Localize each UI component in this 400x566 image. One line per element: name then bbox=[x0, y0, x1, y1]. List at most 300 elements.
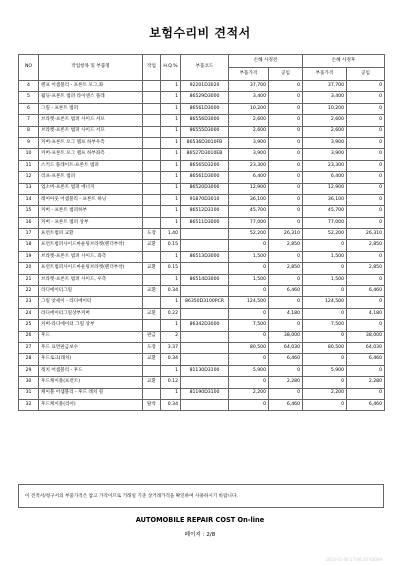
cell-after-part-price: 12,900 bbox=[303, 183, 347, 194]
cell-before-labor: 0 bbox=[269, 274, 303, 285]
cell-part-code bbox=[181, 331, 229, 342]
cell-before-labor: 0 bbox=[269, 103, 303, 114]
cell-part-name: 그릴 앗세이 - 라디에이터 bbox=[39, 297, 143, 308]
cell-work bbox=[143, 103, 161, 114]
cell-part-name: 스키드 플레이트-프론트 범퍼 bbox=[39, 160, 143, 171]
cell-part-code: 86342D3000 bbox=[181, 320, 229, 331]
cell-after-labor: 2,280 bbox=[347, 377, 385, 388]
cell-after-labor: 6,460 bbox=[347, 399, 385, 410]
cell-part-name: 후드 bbox=[39, 331, 143, 342]
cell-after-part-price: 5,900 bbox=[303, 365, 347, 376]
cell-before-part-price: 7,500 bbox=[229, 320, 269, 331]
cell-part-code: 86520D3000 bbox=[181, 183, 229, 194]
cell-after-labor: 0 bbox=[347, 172, 385, 183]
cell-after-labor: 0 bbox=[347, 81, 385, 92]
cell-work: 교환 bbox=[143, 377, 161, 388]
cell-part-code: 81130D3100 bbox=[181, 365, 229, 376]
header-row-1 bbox=[19, 55, 385, 68]
cell-before-part-price: 6,400 bbox=[229, 172, 269, 183]
header-work: 작업 bbox=[143, 55, 161, 81]
table-row bbox=[19, 399, 385, 410]
cell-no: 9 bbox=[19, 137, 39, 148]
cell-part-name: 프런트범퍼 교환 bbox=[39, 229, 143, 240]
cell-hqty: 2 bbox=[161, 331, 181, 342]
cell-before-part-price: 0 bbox=[229, 331, 269, 342]
table-row bbox=[19, 354, 385, 365]
table-row bbox=[19, 183, 385, 194]
cell-hqty: 1 bbox=[161, 297, 181, 308]
cell-before-labor: 6,460 bbox=[269, 286, 303, 297]
cell-hqty: 1 bbox=[161, 388, 181, 399]
cell-before-labor: 0 bbox=[269, 137, 303, 148]
cell-work: 교환 bbox=[143, 354, 161, 365]
cell-before-labor: 0 bbox=[269, 92, 303, 103]
cell-after-labor: 0 bbox=[347, 217, 385, 228]
cell-after-labor: 0 bbox=[347, 297, 385, 308]
cell-after-labor: 0 bbox=[347, 183, 385, 194]
cell-work: 교환 bbox=[143, 286, 161, 297]
cell-part-name: 후드로크(래치) bbox=[39, 354, 143, 365]
cell-no: 21 bbox=[19, 274, 39, 285]
cell-part-name: 라디에이터그릴상부커버 bbox=[39, 308, 143, 319]
cell-before-labor: 0 bbox=[269, 160, 303, 171]
cell-work bbox=[143, 81, 161, 92]
cell-part-name: 커버 - 프론트 범퍼하부 bbox=[39, 206, 143, 217]
cell-before-part-price: 1,500 bbox=[229, 274, 269, 285]
cell-part-name: 업소버-프론트 범퍼 에너지 bbox=[39, 183, 143, 194]
cell-no: 23 bbox=[19, 297, 39, 308]
cell-no: 12 bbox=[19, 172, 39, 183]
cell-work bbox=[143, 194, 161, 205]
cell-after-part-price: 80,500 bbox=[303, 342, 347, 353]
cell-after-part-price: 0 bbox=[303, 331, 347, 342]
cell-before-part-price: 1,500 bbox=[229, 251, 269, 262]
cell-part-name: 후드케이블(프런트) bbox=[39, 377, 143, 388]
cell-part-code: 86513D3000 bbox=[181, 251, 229, 262]
cell-no: 32 bbox=[19, 399, 39, 410]
cell-no: 14 bbox=[19, 194, 39, 205]
table-row bbox=[19, 320, 385, 331]
cell-after-labor: 0 bbox=[347, 149, 385, 160]
cell-after-labor: 4,180 bbox=[347, 308, 385, 319]
cell-hqty: 1 bbox=[161, 172, 181, 183]
table-row bbox=[19, 365, 385, 376]
table-row bbox=[19, 286, 385, 297]
cell-work: 판금 bbox=[143, 331, 161, 342]
cell-part-code bbox=[181, 286, 229, 297]
cell-no: 20 bbox=[19, 263, 39, 274]
cell-before-part-price: 0 bbox=[229, 399, 269, 410]
cell-hqty: 1 bbox=[161, 365, 181, 376]
cell-hqty: 1 bbox=[161, 160, 181, 171]
cell-before-part-price: 0 bbox=[229, 263, 269, 274]
cell-before-labor: 0 bbox=[269, 115, 303, 126]
cell-part-name: 후드 표면판금보수 bbox=[39, 342, 143, 353]
cell-before-labor: 0 bbox=[269, 194, 303, 205]
table-row bbox=[19, 172, 385, 183]
cell-after-part-price: 6,400 bbox=[303, 172, 347, 183]
cell-after-labor: 0 bbox=[347, 103, 385, 114]
cell-before-labor: 38,000 bbox=[269, 331, 303, 342]
cell-hqty: 0.15 bbox=[161, 240, 181, 251]
cell-no: 22 bbox=[19, 286, 39, 297]
table-row bbox=[19, 229, 385, 240]
table-row bbox=[19, 137, 385, 148]
cell-no: 4 bbox=[19, 81, 39, 92]
header-after-labor: 공임 bbox=[347, 68, 385, 81]
cell-after-part-price: 52,200 bbox=[303, 229, 347, 240]
cell-no: 13 bbox=[19, 183, 39, 194]
cell-part-code bbox=[181, 342, 229, 353]
cell-after-labor: 0 bbox=[347, 388, 385, 399]
table-row bbox=[19, 263, 385, 274]
cell-after-part-price: 77,000 bbox=[303, 217, 347, 228]
cell-after-labor: 0 bbox=[347, 320, 385, 331]
cell-part-name: 커버-라디에이터 그릴 상부 bbox=[39, 320, 143, 331]
cell-work bbox=[143, 274, 161, 285]
cell-after-labor: 0 bbox=[347, 251, 385, 262]
table-row bbox=[19, 149, 385, 160]
cell-after-labor: 0 bbox=[347, 274, 385, 285]
cell-before-labor: 0 bbox=[269, 81, 303, 92]
cell-after-part-price: 0 bbox=[303, 399, 347, 410]
cell-part-code: 86514D3000 bbox=[181, 274, 229, 285]
cell-part-code bbox=[181, 240, 229, 251]
cell-work: 탈착 bbox=[143, 399, 161, 410]
cell-after-labor: 0 bbox=[347, 115, 385, 126]
cell-after-labor: 6,460 bbox=[347, 286, 385, 297]
table-row bbox=[19, 240, 385, 251]
table-row bbox=[19, 377, 385, 388]
table-row bbox=[19, 331, 385, 342]
cell-part-code: 81190D3100 bbox=[181, 388, 229, 399]
cell-part-name: 프런트범퍼사이드마운팅브라켓(펜더부착) bbox=[39, 240, 143, 251]
cell-before-part-price: 52,200 bbox=[229, 229, 269, 240]
table-row bbox=[19, 103, 385, 114]
cell-after-part-price: 0 bbox=[303, 354, 347, 365]
cell-part-code: 86527D3010EB bbox=[181, 149, 229, 160]
cell-work bbox=[143, 320, 161, 331]
cell-part-name: 프런트범퍼사이드마운팅브라켓(펜더부착) bbox=[39, 263, 143, 274]
header-hqty: H.Q.% bbox=[161, 55, 181, 81]
cell-part-name: 브라켓-프론트 범퍼 사이드 서포 bbox=[39, 126, 143, 137]
cell-part-name: 커버-프론트 포그 램프 하부좌측 bbox=[39, 149, 143, 160]
header-no: NO bbox=[19, 55, 39, 81]
cell-after-labor: 0 bbox=[347, 92, 385, 103]
cell-part-code: 86511D3000 bbox=[181, 217, 229, 228]
cell-before-labor: 0 bbox=[269, 251, 303, 262]
table-row bbox=[19, 297, 385, 308]
cell-work bbox=[143, 172, 161, 183]
cell-after-part-price: 36,100 bbox=[303, 194, 347, 205]
header-after-adjust: 손해 사정후 bbox=[303, 55, 385, 68]
cell-before-labor: 0 bbox=[269, 297, 303, 308]
cell-part-code: 86565D3200 bbox=[181, 160, 229, 171]
header-part-code: 부품코드 bbox=[181, 55, 229, 81]
cell-hqty: 1 bbox=[161, 206, 181, 217]
cell-part-code bbox=[181, 308, 229, 319]
cell-work bbox=[143, 92, 161, 103]
table-row bbox=[19, 308, 385, 319]
cell-no: 26 bbox=[19, 331, 39, 342]
cell-part-code: 86512D3100 bbox=[181, 206, 229, 217]
cell-before-part-price: 0 bbox=[229, 308, 269, 319]
cell-part-code: 92201D3020 bbox=[181, 81, 229, 92]
cell-work bbox=[143, 388, 161, 399]
cell-work: 교환 bbox=[143, 263, 161, 274]
cell-part-code: 91870D3010 bbox=[181, 194, 229, 205]
cell-hqty: 1 bbox=[161, 217, 181, 228]
cell-after-part-price: 0 bbox=[303, 308, 347, 319]
cell-after-part-price: 3,900 bbox=[303, 149, 347, 160]
cell-part-code: 86529D3000 bbox=[181, 92, 229, 103]
cell-after-part-price: 1,500 bbox=[303, 274, 347, 285]
cell-hqty: 1.40 bbox=[161, 229, 181, 240]
cell-before-part-price: 5,900 bbox=[229, 365, 269, 376]
cell-part-name: 브라켓-프론트 범퍼 사이드, 좌측 bbox=[39, 251, 143, 262]
cell-work bbox=[143, 217, 161, 228]
cell-before-labor: 0 bbox=[269, 388, 303, 399]
cell-before-labor: 0 bbox=[269, 126, 303, 137]
cell-no: 16 bbox=[19, 217, 39, 228]
cell-work bbox=[143, 206, 161, 217]
cell-after-part-price: 0 bbox=[303, 377, 347, 388]
cell-before-labor: 6,460 bbox=[269, 399, 303, 410]
cell-part-name: 랜프 어셈블리 - 프론트 포그,좌 bbox=[39, 81, 143, 92]
price-note: 이 견적서/청구서의 부품가격은 참고 가격이므로 거래일 기준 상거래가격을 확인하여 사용하시기 바랍니다. bbox=[18, 484, 384, 508]
table-row bbox=[19, 251, 385, 262]
cell-hqty: 0.34 bbox=[161, 399, 181, 410]
table-row bbox=[19, 206, 385, 217]
cell-after-part-price: 3,400 bbox=[303, 92, 347, 103]
cell-hqty: 1 bbox=[161, 320, 181, 331]
cell-hqty: 1 bbox=[161, 251, 181, 262]
cell-after-part-price: 45,700 bbox=[303, 206, 347, 217]
cell-part-name: 라디에이터그릴 bbox=[39, 286, 143, 297]
cell-no: 5 bbox=[19, 92, 39, 103]
cell-part-code: 86561D3000 bbox=[181, 103, 229, 114]
cell-work bbox=[143, 183, 161, 194]
cell-after-part-price: 0 bbox=[303, 240, 347, 251]
cell-after-labor: 26,310 bbox=[347, 229, 385, 240]
cell-hqty: 1 bbox=[161, 92, 181, 103]
header-before-labor: 공임 bbox=[269, 68, 303, 81]
cell-hqty: 3.37 bbox=[161, 342, 181, 353]
cell-hqty: 0.34 bbox=[161, 354, 181, 365]
cell-hqty: 1 bbox=[161, 103, 181, 114]
table-row bbox=[19, 92, 385, 103]
cell-work bbox=[143, 297, 161, 308]
cell-part-name: 케이블 어셈블리 - 후드 래치 릴 bbox=[39, 388, 143, 399]
cell-no: 11 bbox=[19, 160, 39, 171]
cell-part-name: 리프-프론트 범퍼 bbox=[39, 172, 143, 183]
cell-work: 교환 bbox=[143, 308, 161, 319]
cell-before-labor: 0 bbox=[269, 183, 303, 194]
cell-before-labor: 26,310 bbox=[269, 229, 303, 240]
cell-hqty: 0.12 bbox=[161, 377, 181, 388]
cell-after-labor: 0 bbox=[347, 160, 385, 171]
cell-before-part-price: 80,500 bbox=[229, 342, 269, 353]
cell-hqty: 1 bbox=[161, 149, 181, 160]
cell-after-labor: 0 bbox=[347, 194, 385, 205]
cell-work bbox=[143, 126, 161, 137]
cell-part-code: 86556D3000 bbox=[181, 115, 229, 126]
cell-part-name: 브라켓-프론트 범퍼 사이드, 우측 bbox=[39, 274, 143, 285]
estimate-rows bbox=[19, 81, 385, 411]
table-row bbox=[19, 126, 385, 137]
table-row bbox=[19, 217, 385, 228]
cell-before-part-price: 12,900 bbox=[229, 183, 269, 194]
cell-after-labor: 0 bbox=[347, 365, 385, 376]
cell-work bbox=[143, 160, 161, 171]
cell-no: 27 bbox=[19, 342, 39, 353]
print-timestamp: 2023-01-06 17:06:10 K0099 bbox=[325, 557, 382, 562]
cell-no: 10 bbox=[19, 149, 39, 160]
cell-after-part-price: 2,600 bbox=[303, 126, 347, 137]
cell-part-code: 86350D3100PCR bbox=[181, 297, 229, 308]
cell-work: 교환 bbox=[143, 240, 161, 251]
cell-before-labor: 64,030 bbox=[269, 342, 303, 353]
cell-before-part-price: 2,200 bbox=[229, 388, 269, 399]
cell-after-part-price: 7,500 bbox=[303, 320, 347, 331]
cell-before-labor: 6,460 bbox=[269, 354, 303, 365]
cell-work bbox=[143, 251, 161, 262]
cell-after-part-price: 3,900 bbox=[303, 137, 347, 148]
cell-part-code bbox=[181, 377, 229, 388]
cell-part-name: 커버 - 프론트 범퍼 상부 bbox=[39, 217, 143, 228]
cell-hqty: 1 bbox=[161, 194, 181, 205]
footer-title: AUTOMOBILE REPAIR COST On-line bbox=[135, 516, 265, 524]
cell-before-part-price: 2,600 bbox=[229, 115, 269, 126]
cell-part-code bbox=[181, 263, 229, 274]
cell-before-labor: 0 bbox=[269, 365, 303, 376]
cell-after-labor: 38,000 bbox=[347, 331, 385, 342]
cell-no: 8 bbox=[19, 126, 39, 137]
table-row bbox=[19, 342, 385, 353]
cell-before-part-price: 0 bbox=[229, 377, 269, 388]
cell-before-labor: 0 bbox=[269, 206, 303, 217]
cell-no: 17 bbox=[19, 229, 39, 240]
cell-work bbox=[143, 149, 161, 160]
cell-hqty: 1 bbox=[161, 115, 181, 126]
cell-no: 31 bbox=[19, 388, 39, 399]
cell-hqty: 0.15 bbox=[161, 263, 181, 274]
cell-no: 29 bbox=[19, 365, 39, 376]
cell-hqty: 1 bbox=[161, 183, 181, 194]
cell-no: 6 bbox=[19, 103, 39, 114]
cell-part-code bbox=[181, 229, 229, 240]
header-after-part-price: 부품가격 bbox=[303, 68, 347, 81]
cell-before-labor: 4,180 bbox=[269, 308, 303, 319]
header-work-part: 작업항목 및 부품명 bbox=[39, 55, 143, 81]
cell-no: 18 bbox=[19, 240, 39, 251]
cell-no: 15 bbox=[19, 206, 39, 217]
cell-hqty: 1 bbox=[161, 126, 181, 137]
cell-work bbox=[143, 115, 161, 126]
cell-part-code: 86536D3010FB bbox=[181, 137, 229, 148]
cell-after-labor: 64,030 bbox=[347, 342, 385, 353]
cell-part-name: 커버-프론트 포그 램프 하부우측 bbox=[39, 137, 143, 148]
cell-before-labor: 0 bbox=[269, 149, 303, 160]
table-row bbox=[19, 194, 385, 205]
cell-before-labor: 2,280 bbox=[269, 377, 303, 388]
cell-hqty: 1 bbox=[161, 274, 181, 285]
cell-before-part-price: 10,200 bbox=[229, 103, 269, 114]
cell-after-labor: 0 bbox=[347, 126, 385, 137]
page-number: 페이지 : 2/8 bbox=[184, 532, 216, 538]
estimate-table bbox=[18, 54, 385, 411]
cell-no: 24 bbox=[19, 308, 39, 319]
cell-before-part-price: 3,900 bbox=[229, 149, 269, 160]
cell-before-labor: 0 bbox=[269, 320, 303, 331]
cell-after-part-price: 23,300 bbox=[303, 160, 347, 171]
cell-after-labor: 6,460 bbox=[347, 354, 385, 365]
cell-hqty: 1 bbox=[161, 137, 181, 148]
table-row bbox=[19, 388, 385, 399]
cell-part-code bbox=[181, 354, 229, 365]
table-row bbox=[19, 274, 385, 285]
cell-before-part-price: 0 bbox=[229, 354, 269, 365]
cell-after-labor: 0 bbox=[347, 206, 385, 217]
cell-after-part-price: 37,700 bbox=[303, 81, 347, 92]
cell-after-labor: 2,850 bbox=[347, 240, 385, 251]
cell-hqty: 1 bbox=[161, 81, 181, 92]
cell-before-part-price: 124,500 bbox=[229, 297, 269, 308]
cell-after-part-price: 0 bbox=[303, 286, 347, 297]
cell-part-code: 86561D3000 bbox=[181, 172, 229, 183]
cell-work: 도장 bbox=[143, 342, 161, 353]
cell-before-part-price: 23,300 bbox=[229, 160, 269, 171]
cell-before-part-price: 0 bbox=[229, 240, 269, 251]
cell-before-part-price: 3,400 bbox=[229, 92, 269, 103]
cell-no: 7 bbox=[19, 115, 39, 126]
header-before-part-price: 부품가격 bbox=[229, 68, 269, 81]
cell-after-part-price: 124,500 bbox=[303, 297, 347, 308]
document-title: 보험수리비 견적서 bbox=[149, 26, 251, 40]
table-row bbox=[19, 115, 385, 126]
cell-before-part-price: 37,700 bbox=[229, 81, 269, 92]
cell-before-part-price: 45,700 bbox=[229, 206, 269, 217]
cell-before-part-price: 77,000 bbox=[229, 217, 269, 228]
cell-work bbox=[143, 137, 161, 148]
cell-part-name: 브라켓-프론트 범퍼 사이드 서포 bbox=[39, 115, 143, 126]
cell-after-part-price: 1,500 bbox=[303, 251, 347, 262]
cell-work: 도장 bbox=[143, 229, 161, 240]
table-row bbox=[19, 160, 385, 171]
cell-part-name: 월딩-프론트 범퍼 라이센스 플레 bbox=[39, 92, 143, 103]
cell-work bbox=[143, 365, 161, 376]
cell-before-part-price: 2,600 bbox=[229, 126, 269, 137]
table-row bbox=[19, 81, 385, 92]
cell-hqty: 0.22 bbox=[161, 308, 181, 319]
cell-part-code bbox=[181, 399, 229, 410]
cell-part-code: 86555D3000 bbox=[181, 126, 229, 137]
cell-hqty: 0.34 bbox=[161, 286, 181, 297]
header-before-adjust: 손해 사정전 bbox=[229, 55, 303, 68]
cell-after-labor: 2,850 bbox=[347, 263, 385, 274]
cell-part-name: 래치 어셈블리 - 후드 bbox=[39, 365, 143, 376]
cell-after-part-price: 10,200 bbox=[303, 103, 347, 114]
cell-no: 28 bbox=[19, 354, 39, 365]
cell-part-name: 레이아웃 어셈블리 - 프론트 하닝 bbox=[39, 194, 143, 205]
cell-before-part-price: 0 bbox=[229, 286, 269, 297]
cell-before-labor: 0 bbox=[269, 172, 303, 183]
cell-no: 19 bbox=[19, 251, 39, 262]
cell-before-part-price: 3,900 bbox=[229, 137, 269, 148]
cell-before-labor: 0 bbox=[269, 217, 303, 228]
cell-part-name: 그릴 - 프론트 범퍼 bbox=[39, 103, 143, 114]
cell-before-labor: 2,850 bbox=[269, 263, 303, 274]
